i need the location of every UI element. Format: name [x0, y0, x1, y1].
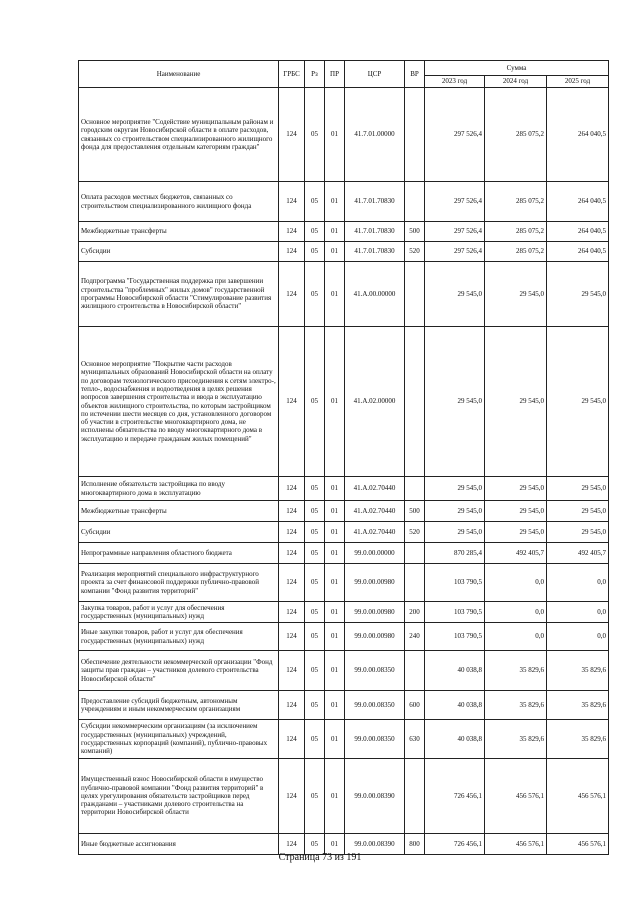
row-rz-cell: 05 — [305, 242, 325, 262]
row-2024-cell: 0,0 — [485, 623, 547, 651]
row-grbs-cell: 124 — [279, 623, 305, 651]
header-sum: Сумма — [425, 61, 609, 76]
row-grbs-cell: 124 — [279, 602, 305, 623]
row-rz-cell: 05 — [305, 564, 325, 602]
row-csr-cell: 99.0.00.00980 — [345, 602, 405, 623]
row-2025-cell: 35 829,6 — [547, 720, 609, 759]
row-pr-cell: 01 — [325, 88, 345, 182]
table-row — [79, 522, 609, 543]
header-name: Наименование — [79, 61, 279, 88]
row-csr-cell: 99.0.00.08390 — [345, 759, 405, 834]
row-2023-cell: 297 526,4 — [425, 242, 485, 262]
row-name-cell: Оплата расходов местных бюджетов, связанных со строительством специализированного жилищного фонда — [79, 182, 279, 222]
row-csr-cell: 99.0.00.08350 — [345, 691, 405, 720]
row-2023-cell: 103 790,5 — [425, 623, 485, 651]
row-grbs-cell: 124 — [279, 543, 305, 564]
row-grbs-cell: 124 — [279, 182, 305, 222]
row-2023-cell: 29 545,0 — [425, 522, 485, 543]
table-row — [79, 720, 609, 759]
row-2024-cell: 285 075,2 — [485, 88, 547, 182]
row-vr-cell — [405, 477, 425, 501]
row-name-cell: Основное мероприятие "Содействие муниципальным районам и городским округам Новосибирской области в оплате расходов, связанных со строительством специализированного жилищного фонда для предоставления отдельным категориям граждан" — [79, 88, 279, 182]
row-2023-cell: 40 038,8 — [425, 691, 485, 720]
row-csr-cell: 99.0.00.00980 — [345, 623, 405, 651]
row-name-cell: Субсидии некоммерческим организациям (за исключением государственных (муниципальных) учреждений, государственных корпораций (компаний), публично-правовых компаний) — [79, 720, 279, 759]
row-pr-cell: 01 — [325, 222, 345, 242]
row-grbs-cell: 124 — [279, 651, 305, 691]
header-grbs: ГРБС — [279, 61, 305, 88]
row-grbs-cell: 124 — [279, 477, 305, 501]
header-year-2025: 2025 год — [547, 76, 609, 88]
row-vr-cell — [405, 262, 425, 327]
budget-table — [78, 60, 609, 855]
row-vr-cell — [405, 327, 425, 477]
row-pr-cell: 01 — [325, 834, 345, 855]
row-2023-cell: 297 526,4 — [425, 88, 485, 182]
row-2025-cell: 29 545,0 — [547, 327, 609, 477]
row-2025-cell: 35 829,6 — [547, 651, 609, 691]
row-2023-cell: 726 456,1 — [425, 834, 485, 855]
row-grbs-cell: 124 — [279, 564, 305, 602]
table-row — [79, 242, 609, 262]
row-csr-cell: 99.0.00.08390 — [345, 834, 405, 855]
row-grbs-cell: 124 — [279, 242, 305, 262]
row-name-cell: Предоставление субсидий бюджетным, автономным учреждениям и иным некоммерческим организациям — [79, 691, 279, 720]
row-2025-cell: 35 829,6 — [547, 691, 609, 720]
row-2023-cell: 297 526,4 — [425, 222, 485, 242]
row-name-cell: Межбюджетные трансферты — [79, 222, 279, 242]
row-2023-cell: 29 545,0 — [425, 501, 485, 522]
row-2025-cell: 29 545,0 — [547, 262, 609, 327]
row-name-cell: Субсидии — [79, 522, 279, 543]
table-row — [79, 651, 609, 691]
row-rz-cell: 05 — [305, 602, 325, 623]
row-2023-cell: 870 285,4 — [425, 543, 485, 564]
row-vr-cell: 520 — [405, 242, 425, 262]
row-name-cell: Непрограммные направления областного бюджета — [79, 543, 279, 564]
page-number: Страница 73 из 191 — [278, 852, 362, 863]
row-rz-cell: 05 — [305, 651, 325, 691]
table-row — [79, 477, 609, 501]
row-grbs-cell: 124 — [279, 759, 305, 834]
row-2024-cell: 29 545,0 — [485, 327, 547, 477]
row-grbs-cell: 124 — [279, 327, 305, 477]
row-pr-cell: 01 — [325, 720, 345, 759]
table-row — [79, 327, 609, 477]
row-name-cell: Подпрограмма "Государственная поддержка при завершении строительства "проблемных" жилых домов" государственной программы Новосибирской области "Стимулирование развития жилищного строительства в Новосибирской области" — [79, 262, 279, 327]
row-2023-cell: 103 790,5 — [425, 602, 485, 623]
table-row — [79, 543, 609, 564]
row-2025-cell: 0,0 — [547, 602, 609, 623]
row-csr-cell: 41.А.02.00000 — [345, 327, 405, 477]
row-csr-cell: 41.А.02.70440 — [345, 477, 405, 501]
row-csr-cell: 41.А.00.00000 — [345, 262, 405, 327]
row-pr-cell: 01 — [325, 564, 345, 602]
row-2024-cell: 29 545,0 — [485, 477, 547, 501]
row-rz-cell: 05 — [305, 262, 325, 327]
row-rz-cell: 05 — [305, 327, 325, 477]
row-2024-cell: 0,0 — [485, 602, 547, 623]
row-2025-cell: 264 040,5 — [547, 222, 609, 242]
row-name-cell: Исполнение обязательств застройщика по вводу многоквартирного дома в эксплуатацию — [79, 477, 279, 501]
row-2023-cell: 29 545,0 — [425, 327, 485, 477]
header-year-2023: 2023 год — [425, 76, 485, 88]
row-csr-cell: 99.0.00.08350 — [345, 720, 405, 759]
row-pr-cell: 01 — [325, 477, 345, 501]
row-rz-cell: 05 — [305, 501, 325, 522]
table-row — [79, 182, 609, 222]
row-2025-cell: 29 545,0 — [547, 522, 609, 543]
row-vr-cell: 500 — [405, 501, 425, 522]
row-2024-cell: 285 075,2 — [485, 182, 547, 222]
row-csr-cell: 41.7.01.70830 — [345, 242, 405, 262]
row-name-cell: Обеспечение деятельности некоммерческой организации "Фонд защиты прав граждан – участников долевого строительства Новосибирской области" — [79, 651, 279, 691]
row-2025-cell: 456 576,1 — [547, 759, 609, 834]
row-rz-cell: 05 — [305, 834, 325, 855]
row-rz-cell: 05 — [305, 88, 325, 182]
table-body — [79, 88, 609, 855]
row-vr-cell: 630 — [405, 720, 425, 759]
row-pr-cell: 01 — [325, 623, 345, 651]
row-grbs-cell: 124 — [279, 522, 305, 543]
row-2023-cell: 297 526,4 — [425, 182, 485, 222]
row-2024-cell: 29 545,0 — [485, 522, 547, 543]
row-grbs-cell: 124 — [279, 262, 305, 327]
row-grbs-cell: 124 — [279, 691, 305, 720]
row-rz-cell: 05 — [305, 477, 325, 501]
row-2025-cell: 456 576,1 — [547, 834, 609, 855]
row-rz-cell: 05 — [305, 759, 325, 834]
row-2024-cell: 29 545,0 — [485, 262, 547, 327]
row-2025-cell: 0,0 — [547, 623, 609, 651]
row-vr-cell: 200 — [405, 602, 425, 623]
table-header — [79, 61, 609, 88]
row-rz-cell: 05 — [305, 623, 325, 651]
row-csr-cell: 41.А.02.70440 — [345, 501, 405, 522]
row-name-cell: Межбюджетные трансферты — [79, 501, 279, 522]
row-grbs-cell: 124 — [279, 88, 305, 182]
row-2025-cell: 264 040,5 — [547, 182, 609, 222]
row-vr-cell — [405, 88, 425, 182]
row-rz-cell: 05 — [305, 720, 325, 759]
row-2023-cell: 29 545,0 — [425, 262, 485, 327]
row-2025-cell: 29 545,0 — [547, 477, 609, 501]
row-vr-cell: 520 — [405, 522, 425, 543]
row-name-cell: Субсидии — [79, 242, 279, 262]
row-vr-cell — [405, 564, 425, 602]
row-pr-cell: 01 — [325, 543, 345, 564]
row-csr-cell: 41.А.02.70440 — [345, 522, 405, 543]
row-2024-cell: 492 405,7 — [485, 543, 547, 564]
row-grbs-cell: 124 — [279, 720, 305, 759]
table-row — [79, 262, 609, 327]
row-vr-cell: 240 — [405, 623, 425, 651]
row-vr-cell — [405, 759, 425, 834]
row-name-cell: Закупка товаров, работ и услуг для обеспечения государственных (муниципальных) нужд — [79, 602, 279, 623]
row-pr-cell: 01 — [325, 242, 345, 262]
row-vr-cell — [405, 543, 425, 564]
row-pr-cell: 01 — [325, 759, 345, 834]
row-csr-cell: 41.7.01.70830 — [345, 222, 405, 242]
table-row — [79, 88, 609, 182]
row-2024-cell: 35 829,6 — [485, 691, 547, 720]
row-2023-cell: 40 038,8 — [425, 651, 485, 691]
row-name-cell: Основное мероприятие "Покрытие части расходов муниципальных образований Новосибирской области на оплату по договорам технологического присоединения к сетям электро-, тепло-, водоснабжения и водоотведения в целях решения вопросов завершения строительства и ввода в эксплуатацию объектов жилищного строительства, по которым застройщиком по истечении шести месяцев со дня, установленного договором об участии в строительстве многоквартирного дома, не исполнены обязательства по вводу многоквартирного дома в эксплуатацию и передаче гражданам жилых помещений" — [79, 327, 279, 477]
row-2023-cell: 40 038,8 — [425, 720, 485, 759]
row-2024-cell: 285 075,2 — [485, 222, 547, 242]
row-vr-cell: 800 — [405, 834, 425, 855]
row-pr-cell: 01 — [325, 327, 345, 477]
header-year-2024: 2024 год — [485, 76, 547, 88]
row-pr-cell: 01 — [325, 602, 345, 623]
row-grbs-cell: 124 — [279, 501, 305, 522]
table-row — [79, 564, 609, 602]
table-row — [79, 623, 609, 651]
header-vr: ВР — [405, 61, 425, 88]
table-row — [79, 759, 609, 834]
row-2024-cell: 285 075,2 — [485, 242, 547, 262]
table-row — [79, 501, 609, 522]
row-pr-cell: 01 — [325, 651, 345, 691]
row-2025-cell: 29 545,0 — [547, 501, 609, 522]
row-2024-cell: 29 545,0 — [485, 501, 547, 522]
row-vr-cell: 600 — [405, 691, 425, 720]
row-2024-cell: 35 829,6 — [485, 720, 547, 759]
row-grbs-cell: 124 — [279, 222, 305, 242]
row-rz-cell: 05 — [305, 522, 325, 543]
table-row — [79, 222, 609, 242]
row-name-cell: Имущественный взнос Новосибирской области в имущество публично-правовой компании "Фонд развития территорий" в целях урегулирования обязательств застройщиков перед гражданами – участниками долевого строительства на территории Новосибирской области — [79, 759, 279, 834]
row-2023-cell: 29 545,0 — [425, 477, 485, 501]
header-csr: ЦСР — [345, 61, 405, 88]
header-pr: ПР — [325, 61, 345, 88]
row-2024-cell: 456 576,1 — [485, 759, 547, 834]
row-csr-cell: 41.7.01.70830 — [345, 182, 405, 222]
row-2023-cell: 103 790,5 — [425, 564, 485, 602]
row-vr-cell: 500 — [405, 222, 425, 242]
row-rz-cell: 05 — [305, 182, 325, 222]
row-csr-cell: 99.0.00.00980 — [345, 564, 405, 602]
row-2024-cell: 35 829,6 — [485, 651, 547, 691]
row-csr-cell: 99.0.00.00000 — [345, 543, 405, 564]
row-name-cell: Иные закупки товаров, работ и услуг для обеспечения государственных (муниципальных) нужд — [79, 623, 279, 651]
row-rz-cell: 05 — [305, 222, 325, 242]
row-pr-cell: 01 — [325, 182, 345, 222]
row-2024-cell: 456 576,1 — [485, 834, 547, 855]
row-2025-cell: 492 405,7 — [547, 543, 609, 564]
row-pr-cell: 01 — [325, 691, 345, 720]
row-grbs-cell: 124 — [279, 834, 305, 855]
row-2025-cell: 264 040,5 — [547, 88, 609, 182]
row-2025-cell: 0,0 — [547, 564, 609, 602]
row-name-cell: Реализация мероприятий специального инфраструктурного проекта за счет финансовой поддержки публично-правовой компании "Фонд развития территорий" — [79, 564, 279, 602]
row-csr-cell: 41.7.01.00000 — [345, 88, 405, 182]
header-rz: Рз — [305, 61, 325, 88]
row-rz-cell: 05 — [305, 543, 325, 564]
row-pr-cell: 01 — [325, 522, 345, 543]
row-csr-cell: 99.0.00.08350 — [345, 651, 405, 691]
table-row — [79, 691, 609, 720]
row-2023-cell: 726 456,1 — [425, 759, 485, 834]
row-2025-cell: 264 040,5 — [547, 242, 609, 262]
row-pr-cell: 01 — [325, 262, 345, 327]
row-rz-cell: 05 — [305, 691, 325, 720]
row-name-cell: Иные бюджетные ассигнования — [79, 834, 279, 855]
row-pr-cell: 01 — [325, 501, 345, 522]
table-row — [79, 602, 609, 623]
row-vr-cell — [405, 182, 425, 222]
row-2024-cell: 0,0 — [485, 564, 547, 602]
row-vr-cell — [405, 651, 425, 691]
